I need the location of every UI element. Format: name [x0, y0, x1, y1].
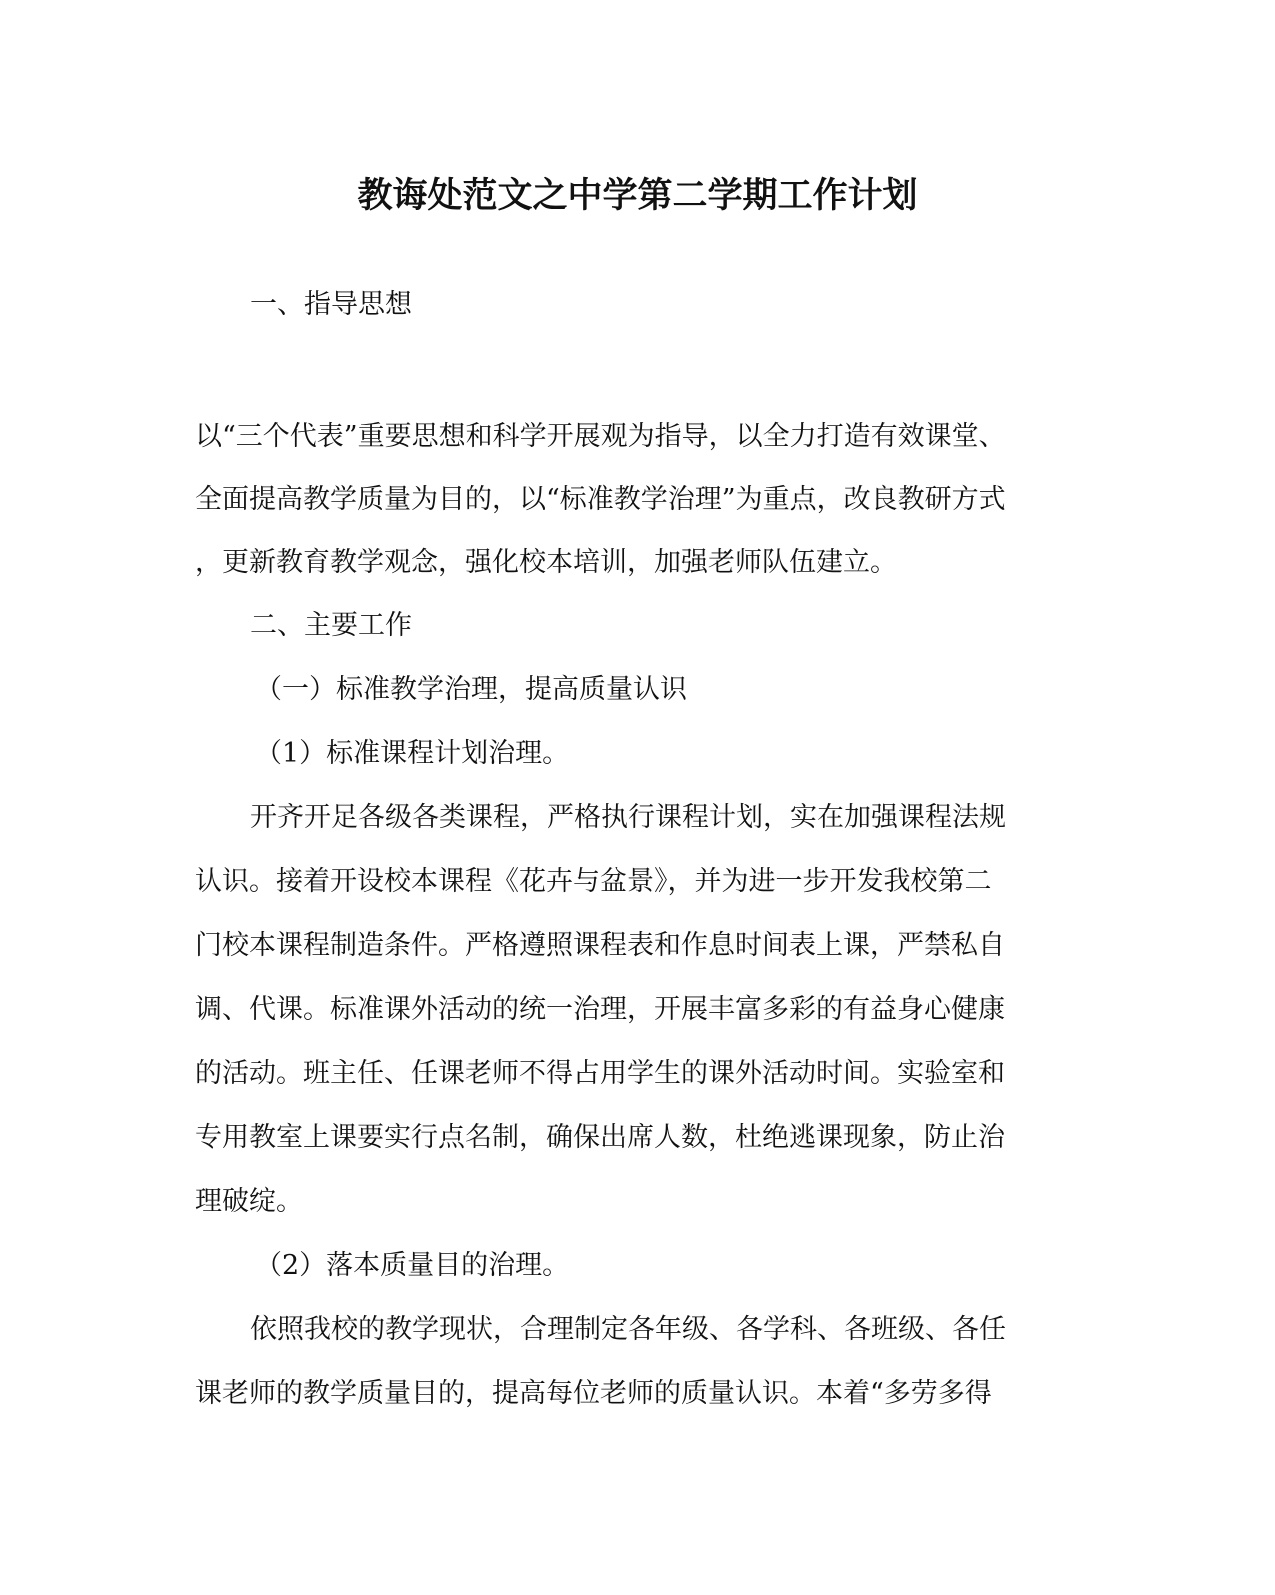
paragraph-line: 开齐开足各级各类课程，严格执行课程计划，实在加强课程法规: [250, 802, 1006, 833]
paragraph-line: 调、代课。标准课外活动的统一治理，开展丰富多彩的有益身心健康: [195, 994, 1005, 1025]
section-heading-main-work: 二、主要工作: [250, 610, 412, 641]
paragraph-line: 以“三个代表”重要思想和科学开展观为指导，以全力打造有效课堂、: [195, 421, 1006, 452]
paragraph-line: 全面提高教学质量为目的，以“标准教学治理”为重点，改良教研方式: [195, 484, 1006, 515]
paragraph-line: 理破绽。: [195, 1186, 303, 1217]
section-heading-guiding-ideology: 一、指导思想: [250, 289, 412, 320]
paragraph-line: 门校本课程制造条件。严格遵照课程表和作息时间表上课，严禁私自: [195, 930, 1005, 961]
item-heading: （2）落本质量目的治理。: [255, 1250, 570, 1281]
item-heading: （1）标准课程计划治理。: [255, 738, 570, 769]
paragraph-line: 的活动。班主任、任课老师不得占用学生的课外活动时间。实验室和: [195, 1058, 1005, 1089]
document-title: 教诲处范文之中学第二学期工作计划: [357, 176, 918, 216]
paragraph-line: 依照我校的教学现状，合理制定各年级、各学科、各班级、各任: [250, 1314, 1006, 1345]
paragraph-line: 认识。接着开设校本课程《花卉与盆景》，并为进一步开发我校第二: [195, 866, 992, 897]
paragraph-line: 课老师的教学质量目的，提高每位老师的质量认识。本着“多劳多得: [195, 1378, 992, 1409]
paragraph-line: ，更新教育教学观念，强化校本培训，加强老师队伍建立。: [195, 547, 897, 578]
subsection-heading: （一）标准教学治理，提高质量认识: [255, 674, 687, 705]
paragraph-line: 专用教室上课要实行点名制，确保出席人数，杜绝逃课现象，防止治: [195, 1122, 1005, 1153]
